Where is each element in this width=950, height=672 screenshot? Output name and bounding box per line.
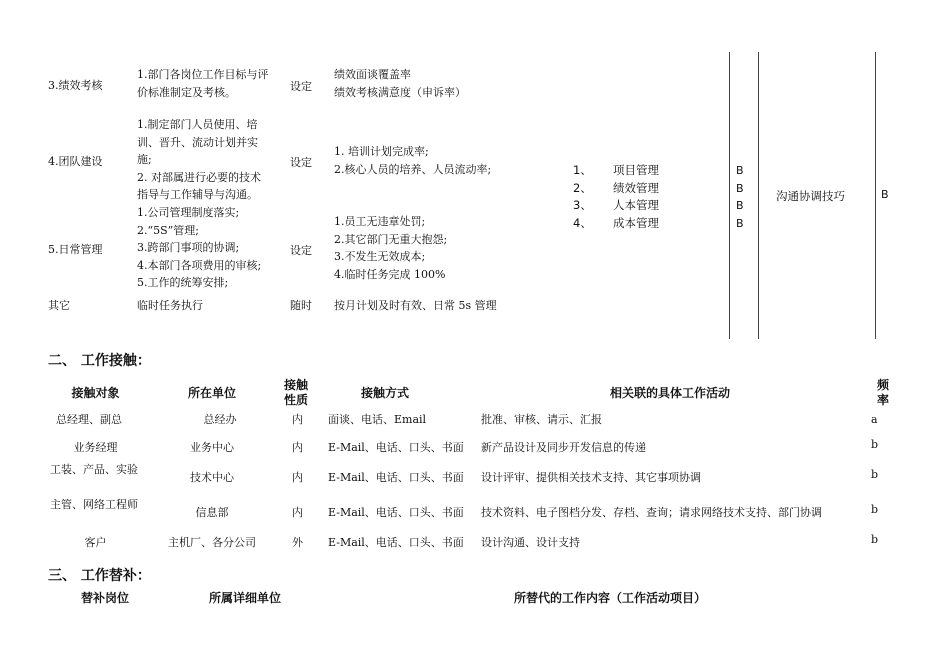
- duty-authority: 随时: [290, 299, 312, 312]
- skills-list: [573, 162, 659, 232]
- col-header-content: 所替代的工作内容（工作活动项目）: [513, 591, 706, 605]
- section-heading-substitute: 三、 工作替补：: [48, 568, 151, 584]
- duty-metrics: 按月计划及时有效、日常 5s 管理: [334, 299, 497, 312]
- table-row: 总经理、副总: [56, 413, 122, 426]
- duty-item: 其它: [48, 299, 70, 312]
- duty-authority: 设定: [290, 156, 312, 169]
- duty-content: 1.制定部门人员使用、培 训、晋升、流动计划并实 施; 2. 对部属进行必要的技术 指导与工作辅导与沟通。: [137, 118, 261, 201]
- skill-item: 1、 项目管理: [573, 163, 659, 177]
- column-divider: [875, 52, 876, 339]
- skill-item: 3、 人本管理: [573, 198, 659, 212]
- duty-authority: 设定: [290, 244, 312, 257]
- duty-content: 1.公司管理制度落实; 2.“5S”管理; 3.跨部门事项的协调; 4.本部门各项费用的审核; 5.工作的统筹安排;: [137, 206, 262, 289]
- duty-metrics: 绩效面谈覆盖率 绩效考核满意度（申诉率）: [334, 68, 466, 99]
- col-header-post: 替补岗位: [80, 591, 129, 605]
- column-divider: [758, 52, 759, 339]
- duty-item: 4.团队建设: [48, 155, 103, 168]
- skill-item: 2、 绩效管理: [573, 180, 659, 195]
- col-header-method: 接触方式: [360, 386, 409, 400]
- duty-item: 3.绩效考核: [48, 79, 103, 92]
- skill-levels: B B B B: [736, 164, 744, 230]
- duty-item: 5.日常管理: [48, 243, 103, 256]
- col-header-nature: 接触性质: [283, 378, 308, 407]
- table-row: 工装、产品、实验: [50, 463, 138, 476]
- col-header-frequency: 频率: [876, 378, 889, 407]
- col-header-unit: 所在单位: [187, 386, 236, 400]
- duty-content: 临时任务执行: [137, 299, 203, 312]
- col-header-target: 接触对象: [71, 386, 120, 400]
- extra-skill-level: B: [881, 188, 889, 201]
- duty-authority: 设定: [290, 80, 312, 93]
- extra-skill: 沟通协调技巧: [776, 189, 845, 203]
- duty-metrics: 1.员工无违章处罚; 2.其它部门无重大抱怨; 3.不发生无效成本; 4.临时任务完成 100%: [334, 215, 448, 281]
- section-heading-contact: 二、 工作接触：: [48, 353, 151, 369]
- col-header-unit: 所属详细单位: [208, 591, 281, 605]
- duty-content: 1.部门各岗位工作目标与评 价标准制定及考核。: [137, 68, 269, 99]
- col-header-activity: 相关联的具体工作活动: [609, 386, 730, 400]
- column-divider: [729, 52, 730, 339]
- duty-metrics: 1. 培训计划完成率; 2.核心人员的培养、人员流动率;: [334, 145, 492, 176]
- table-row: 主管、网络工程师: [50, 498, 138, 511]
- skill-item: 4、 成本管理: [573, 215, 659, 230]
- table-row: 客户: [84, 536, 107, 549]
- table-row: 业务经理: [73, 441, 118, 454]
